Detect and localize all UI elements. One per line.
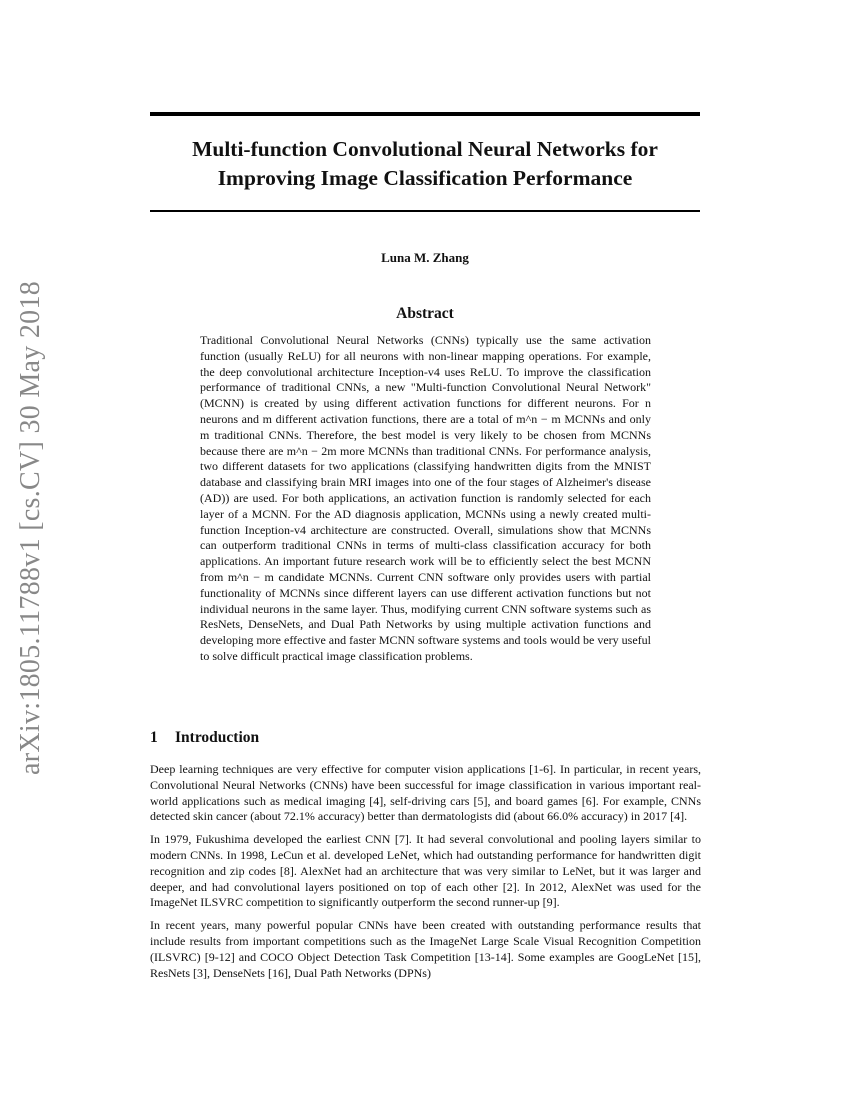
paper-title <box>150 135 700 193</box>
introduction-body <box>150 762 701 988</box>
section-heading-introduction <box>150 729 259 747</box>
arxiv-identifier-stamp: arXiv:1805.11788v1 [cs.CV] 30 May 2018 <box>15 280 46 775</box>
intro-paragraph-1: Deep learning techniques are very effective for computer vision applications [1-6]. In particular, in recent years, Convolutional Neural Networks (CNNs) have been successful for image classification in various important real-world applications such as medical imaging [4], self-driving cars [5], and board games [6]. For example, CNNs detected skin cancer (about 72.1% accuracy) better than dermatologists did (about 66.0% accuracy) in 2017 [4]. <box>150 762 701 824</box>
section-title: Introduction <box>175 729 260 746</box>
section-number: 1 <box>150 729 158 746</box>
abstract-text: Traditional Convolutional Neural Networks (CNNs) typically use the same activation function (usually ReLU) for all neurons with non-linear mapping operations. For example, the deep convolutional architecture Inception-v4 uses ReLU. To improve the classification performance of traditional CNNs, a new "Multi-function Convolutional Neural Network" (MCNN) is created by using different activation functions for different neurons. For n neurons and m different activation functions, there are a total of m^n − m MCNNs and only m traditional CNNs. Therefore, the best model is very likely to be chosen from MCNNs because there are m^n − 2m more MCNNs than traditional CNNs. For performance analysis, two different datasets for two applications (classifying handwritten digits from the MNIST database and classifying brain MRI images into one of the four stages of Alzheimer's disease (AD)) are used. For both applications, an activation function is randomly selected for each layer of a MCNN. For the AD diagnosis application, MCNNs using a newly created multi-function Inception-v4 architecture are constructed. Overall, simulations show that MCNNs can outperform traditional CNNs in terms of multi-class classification accuracy for both applications. An important future research work will be to efficiently select the best MCNN from m^n − m candidate MCNNs. Current CNN software only provides users with partial functionality of MCNNs since different layers can use different activation functions but not individual neurons in the same layer. Thus, modifying current CNN software systems such as ResNets, DenseNets, and Dual Path Networks by using multiple activation functions and developing more effective and faster MCNN software systems and tools would be very useful to solve difficult practical image classification problems. <box>200 333 651 663</box>
author-name: Luna M. Zhang <box>381 250 469 265</box>
title-line-1: Multi-function Convolutional Neural Networks for <box>192 137 658 161</box>
intro-paragraph-2: In 1979, Fukushima developed the earliest CNN [7]. It had several convolutional and pooling layers similar to modern CNNs. In 1998, LeCun et al. developed LeNet, which had outstanding performance for handwritten digit recognition and zip codes [8]. AlexNet had an architecture that was very similar to LeNet, but it was larger and deeper, and had convolutional layers positioned on top of each other [2]. In 2012, AlexNet was used for the ImageNet ILSVRC competition to significantly outperform the second runner-up [9]. <box>150 832 701 910</box>
title-top-rule <box>150 112 700 116</box>
title-line-2: Improving Image Classification Performance <box>217 166 633 190</box>
abstract-heading: Abstract <box>396 305 454 322</box>
intro-paragraph-3: In recent years, many powerful popular CNNs have been created with outstanding performance results that include results from important competitions such as the ImageNet Large Scale Visual Recognition Competition (ILSVRC) [9-12] and COCO Object Detection Task Competition [13-14]. Some examples are GoogLeNet [15], ResNets [3], DenseNets [16], Dual Path Networks (DPNs) <box>150 918 701 980</box>
title-bottom-rule <box>150 210 700 212</box>
